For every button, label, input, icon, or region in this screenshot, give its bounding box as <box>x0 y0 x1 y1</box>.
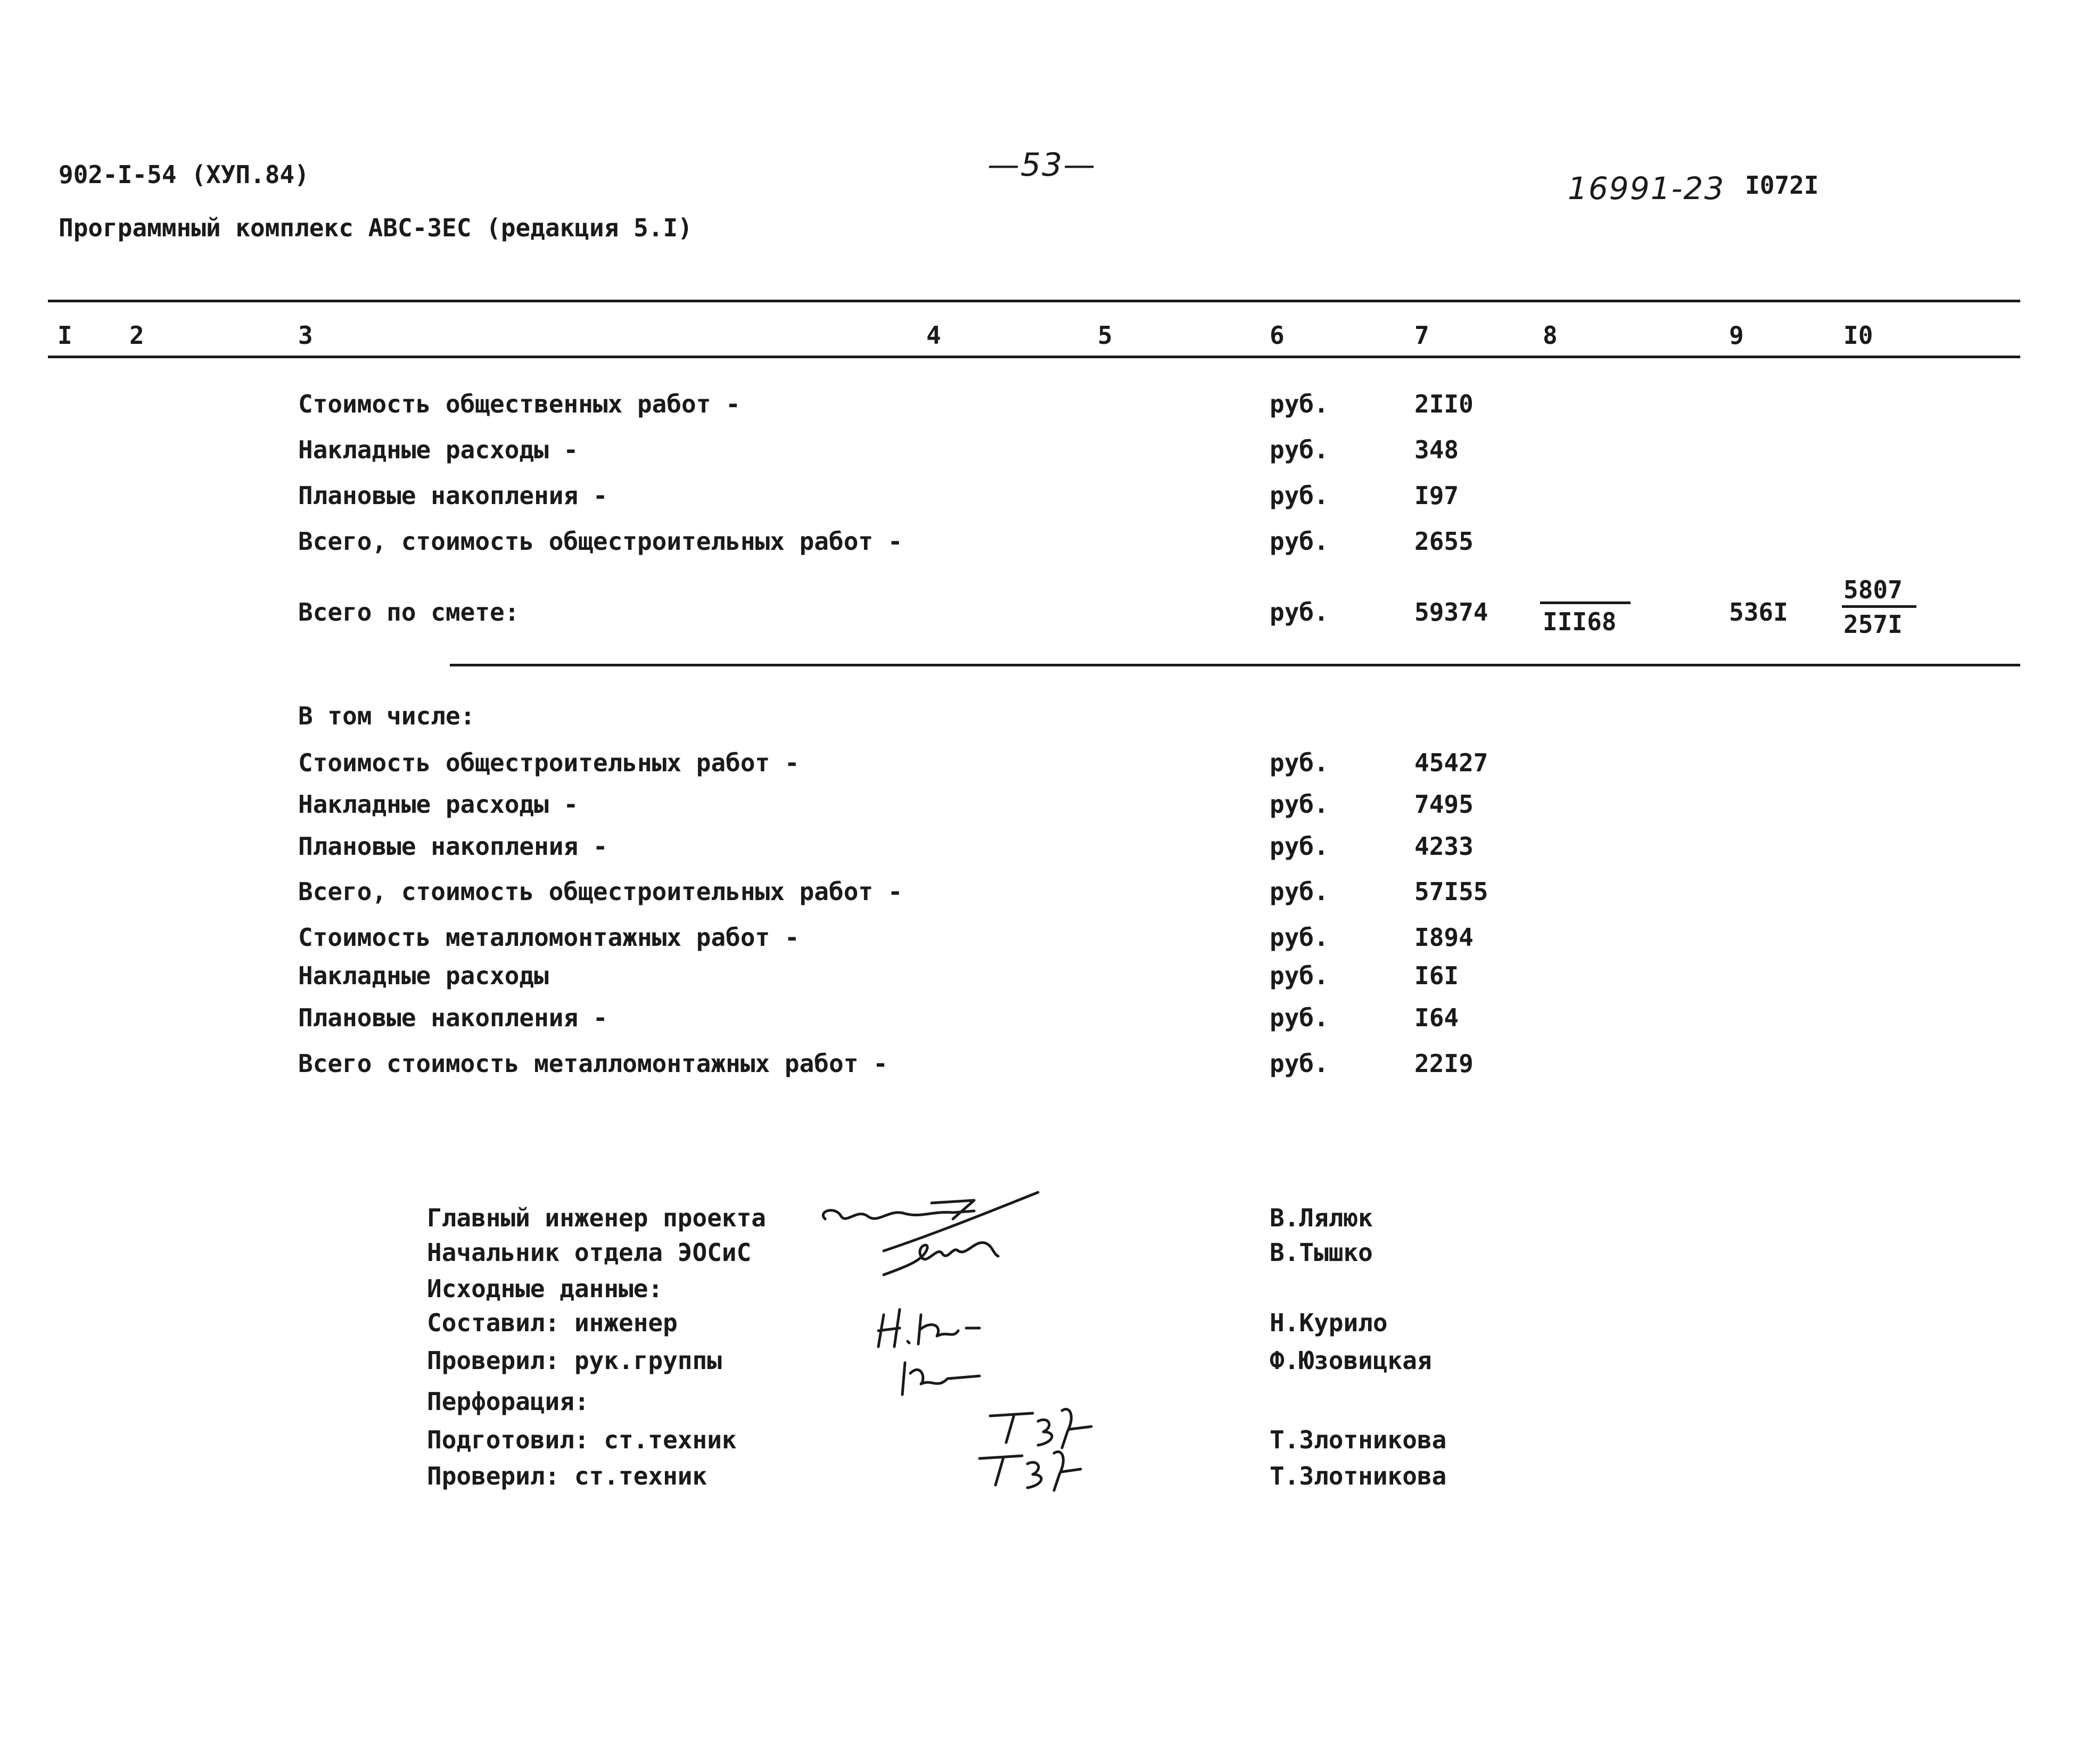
row-value: I894 <box>1414 923 1474 952</box>
signature-role: Проверил: рук.группы <box>427 1346 722 1375</box>
signature-role: Проверил: ст.техник <box>427 1462 707 1490</box>
program-subtitle: Программный комплекс АВС-3ЕС (редакция 5.I) <box>59 213 693 242</box>
row-label: Всего, стоимость общестроительных работ - <box>298 527 903 556</box>
col10-fraction-bar <box>1842 605 1916 608</box>
row-value: 57I55 <box>1414 877 1488 906</box>
row-unit: руб. <box>1270 790 1329 819</box>
row-label: Накладные расходы <box>298 961 549 990</box>
row-unit: руб. <box>1270 1049 1329 1078</box>
column-header-1: I <box>57 321 72 350</box>
row-label: Стоимость металломонтажных работ - <box>298 923 800 952</box>
total-value: 59374 <box>1414 598 1488 627</box>
document-code: 902-I-54 (ХУП.84) <box>59 160 309 189</box>
column-header-5: 5 <box>1098 321 1113 350</box>
section-title: В том числе: <box>298 702 475 730</box>
signature-role: Начальник отдела ЭОСиС <box>427 1238 752 1267</box>
handwritten-signature-technician <box>969 1400 1107 1496</box>
row-value: 348 <box>1414 435 1459 464</box>
handwritten-signature-department-head <box>873 1224 1011 1283</box>
row-unit: руб. <box>1270 923 1329 952</box>
handwritten-reference: 16991-23 <box>1568 170 1725 207</box>
row-value: 2II0 <box>1414 390 1474 418</box>
row-unit: руб. <box>1270 435 1329 464</box>
row-label: Всего стоимость металломонтажных работ - <box>298 1049 888 1078</box>
column-header-8: 8 <box>1543 321 1558 350</box>
table-top-rule <box>48 300 2020 302</box>
row-value: I64 <box>1414 1003 1459 1032</box>
total-col8: III68 <box>1543 607 1617 636</box>
row-label: Плановые накопления - <box>298 832 608 861</box>
signature-role: Составил: инженер <box>427 1308 678 1337</box>
row-unit: руб. <box>1270 527 1329 556</box>
page-number: —53— <box>987 146 1097 184</box>
row-unit: руб. <box>1270 481 1329 510</box>
row-value: 2655 <box>1414 527 1474 556</box>
row-value: I97 <box>1414 481 1459 510</box>
signature-name: Т.Злотникова <box>1270 1462 1447 1490</box>
total-col9: 536I <box>1729 598 1788 627</box>
column-header-3: 3 <box>298 321 313 350</box>
signature-role: Подготовил: ст.техник <box>427 1425 737 1454</box>
sheet-number: I072I <box>1745 171 1819 200</box>
row-unit: руб. <box>1270 877 1329 906</box>
handwritten-signature-engineer <box>873 1299 1011 1405</box>
row-unit: руб. <box>1270 748 1329 777</box>
signature-name: Н.Курило <box>1270 1308 1388 1337</box>
row-value: 7495 <box>1414 790 1474 819</box>
column-header-6: 6 <box>1270 321 1285 350</box>
row-label: Всего, стоимость общестроительных работ - <box>298 877 903 906</box>
column-header-7: 7 <box>1414 321 1429 350</box>
signature-role: Исходные данные: <box>427 1274 663 1303</box>
row-label: Накладные расходы - <box>298 435 579 464</box>
signature-role: Перфорация: <box>427 1387 589 1416</box>
column-header-4: 4 <box>926 321 941 350</box>
total-label: Всего по смете: <box>298 598 520 627</box>
total-col10-top: 5807 <box>1843 575 1903 604</box>
row-unit: руб. <box>1270 1003 1329 1032</box>
total-rule <box>450 664 2020 666</box>
row-label: Накладные расходы - <box>298 790 579 819</box>
row-unit: руб. <box>1270 390 1329 418</box>
col8-overline <box>1540 601 1631 604</box>
row-label: Стоимость общественных работ - <box>298 390 740 418</box>
row-unit: руб. <box>1270 961 1329 990</box>
signature-name: Т.Злотникова <box>1270 1425 1447 1454</box>
total-col10-bottom: 257I <box>1843 610 1903 639</box>
row-value: 45427 <box>1414 748 1488 777</box>
row-value: 4233 <box>1414 832 1474 861</box>
signature-name: В.Лялюк <box>1270 1204 1373 1232</box>
row-label: Плановые накопления - <box>298 481 608 510</box>
column-header-2: 2 <box>129 321 144 350</box>
signature-name: Ф.Юзовицкая <box>1270 1346 1432 1375</box>
total-unit: руб. <box>1270 598 1329 627</box>
row-label: Плановые накопления - <box>298 1003 608 1032</box>
row-unit: руб. <box>1270 832 1329 861</box>
row-value: I6I <box>1414 961 1459 990</box>
row-value: 22I9 <box>1414 1049 1474 1078</box>
table-header-rule <box>48 356 2020 358</box>
signature-name: В.Тышко <box>1270 1238 1373 1267</box>
column-header-9: 9 <box>1729 321 1744 350</box>
column-header-10: I0 <box>1843 321 1873 350</box>
row-label: Стоимость общестроительных работ - <box>298 748 800 777</box>
signature-role: Главный инженер проекта <box>427 1204 766 1232</box>
